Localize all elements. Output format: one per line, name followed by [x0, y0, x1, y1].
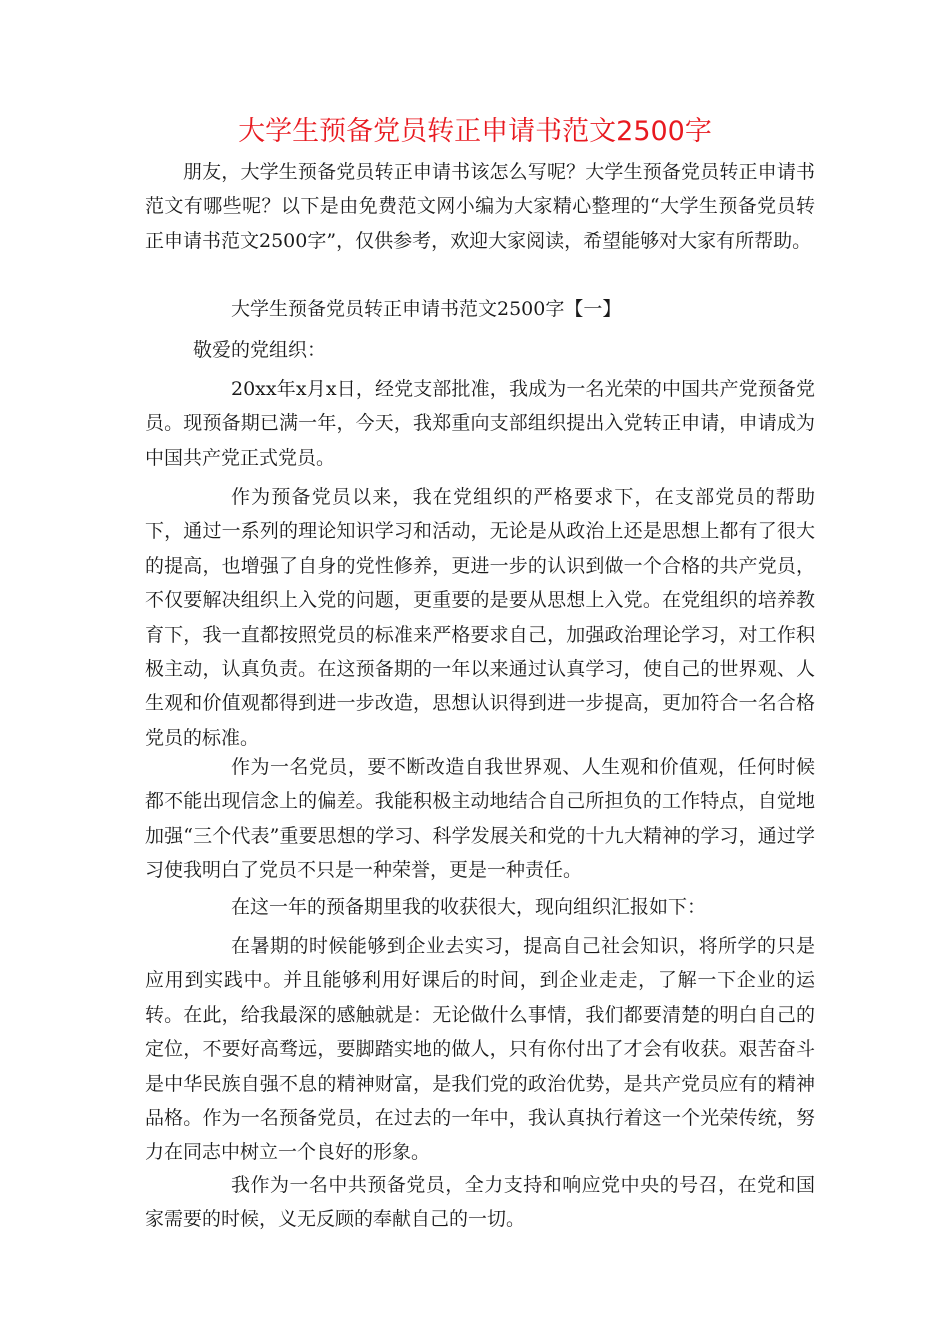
paragraph-6-block	[145, 1168, 815, 1237]
paragraph-3-block	[145, 750, 815, 888]
body-paragraph: 作为预备党员以来，我在党组织的严格要求下，在支部党员的帮助下，通过一系列的理论知识学习和活动，无论是从政治上还是思想上都有了很大的提高，也增强了自身的党性修养，更进一步的认识到做一个合格的共产党员，不仅要解决组织上入党的问题，更重要的是要从思想上入党。在党组织的培养教育下，我一直都按照党员的标准来严格要求自己，加强政治理论学习，对工作积极主动，认真负责。在这预备期的一年以来通过认真学习，使自己的世界观、人生观和价值观都得到进一步改造，思想认识得到进一步提高，更加符合一名合格党员的标准。	[145, 486, 815, 749]
paragraph-5-block	[145, 929, 815, 1170]
body-paragraph: 20xx年x月x日，经党支部批准，我成为一名光荣的中国共产党预备党员。现预备期已满一年，今天，我郑重向支部组织提出入党转正申请，申请成为中国共产党正式党员。	[145, 378, 815, 469]
intro-block	[145, 155, 815, 258]
salutation-block	[145, 333, 815, 367]
body-paragraph: 在这一年的预备期里我的收获很大，现向组织汇报如下：	[231, 896, 707, 918]
body-paragraph: 作为一名党员，要不断改造自我世界观、人生观和价值观，任何时候都不能出现信念上的偏差。我能积极主动地结合自己所担负的工作特点，自觉地加强“三个代表”重要思想的学习、科学发展关和党的十九大精神的学习，通过学习使我明白了党员不只是一种荣誉，更是一种责任。	[145, 756, 815, 882]
body-paragraph: 我作为一名中共预备党员，全力支持和响应党中央的号召，在党和国家需要的时候，义无反顾的奉献自己的一切。	[145, 1174, 815, 1231]
salutation: 敬爱的党组织：	[193, 339, 327, 361]
section-heading: 大学生预备党员转正申请书范文2500字【一】	[231, 298, 622, 320]
document-title: 大学生预备党员转正申请书范文2500字	[238, 116, 712, 147]
intro-paragraph: 朋友，大学生预备党员转正申请书该怎么写呢？大学生预备党员转正申请书范文有哪些呢？以下是由免费范文网小编为大家精心整理的“大学生预备党员转正申请书范文2500字”，仅供参考，欢迎大家阅读，希望能够对大家有所帮助。	[145, 161, 815, 252]
paragraph-2-block	[145, 480, 815, 755]
paragraph-4-block	[145, 890, 815, 924]
body-paragraph: 在暑期的时候能够到企业去实习，提高自己社会知识，将所学的只是应用到实践中。并且能够利用好课后的时间，到企业走走，了解一下企业的运转。在此，给我最深的感触就是：无论做什么事情，我们都要清楚的明白自己的定位，不要好高骛远，要脚踏实地的做人，只有你付出了才会有收获。艰苦奋斗是中华民族自强不息的精神财富，是我们党的政治优势，是共产党员应有的精神品格。作为一名预备党员，在过去的一年中，我认真执行着这一个光荣传统，努力在同志中树立一个良好的形象。	[145, 935, 815, 1164]
paragraph-1-block	[145, 372, 815, 475]
